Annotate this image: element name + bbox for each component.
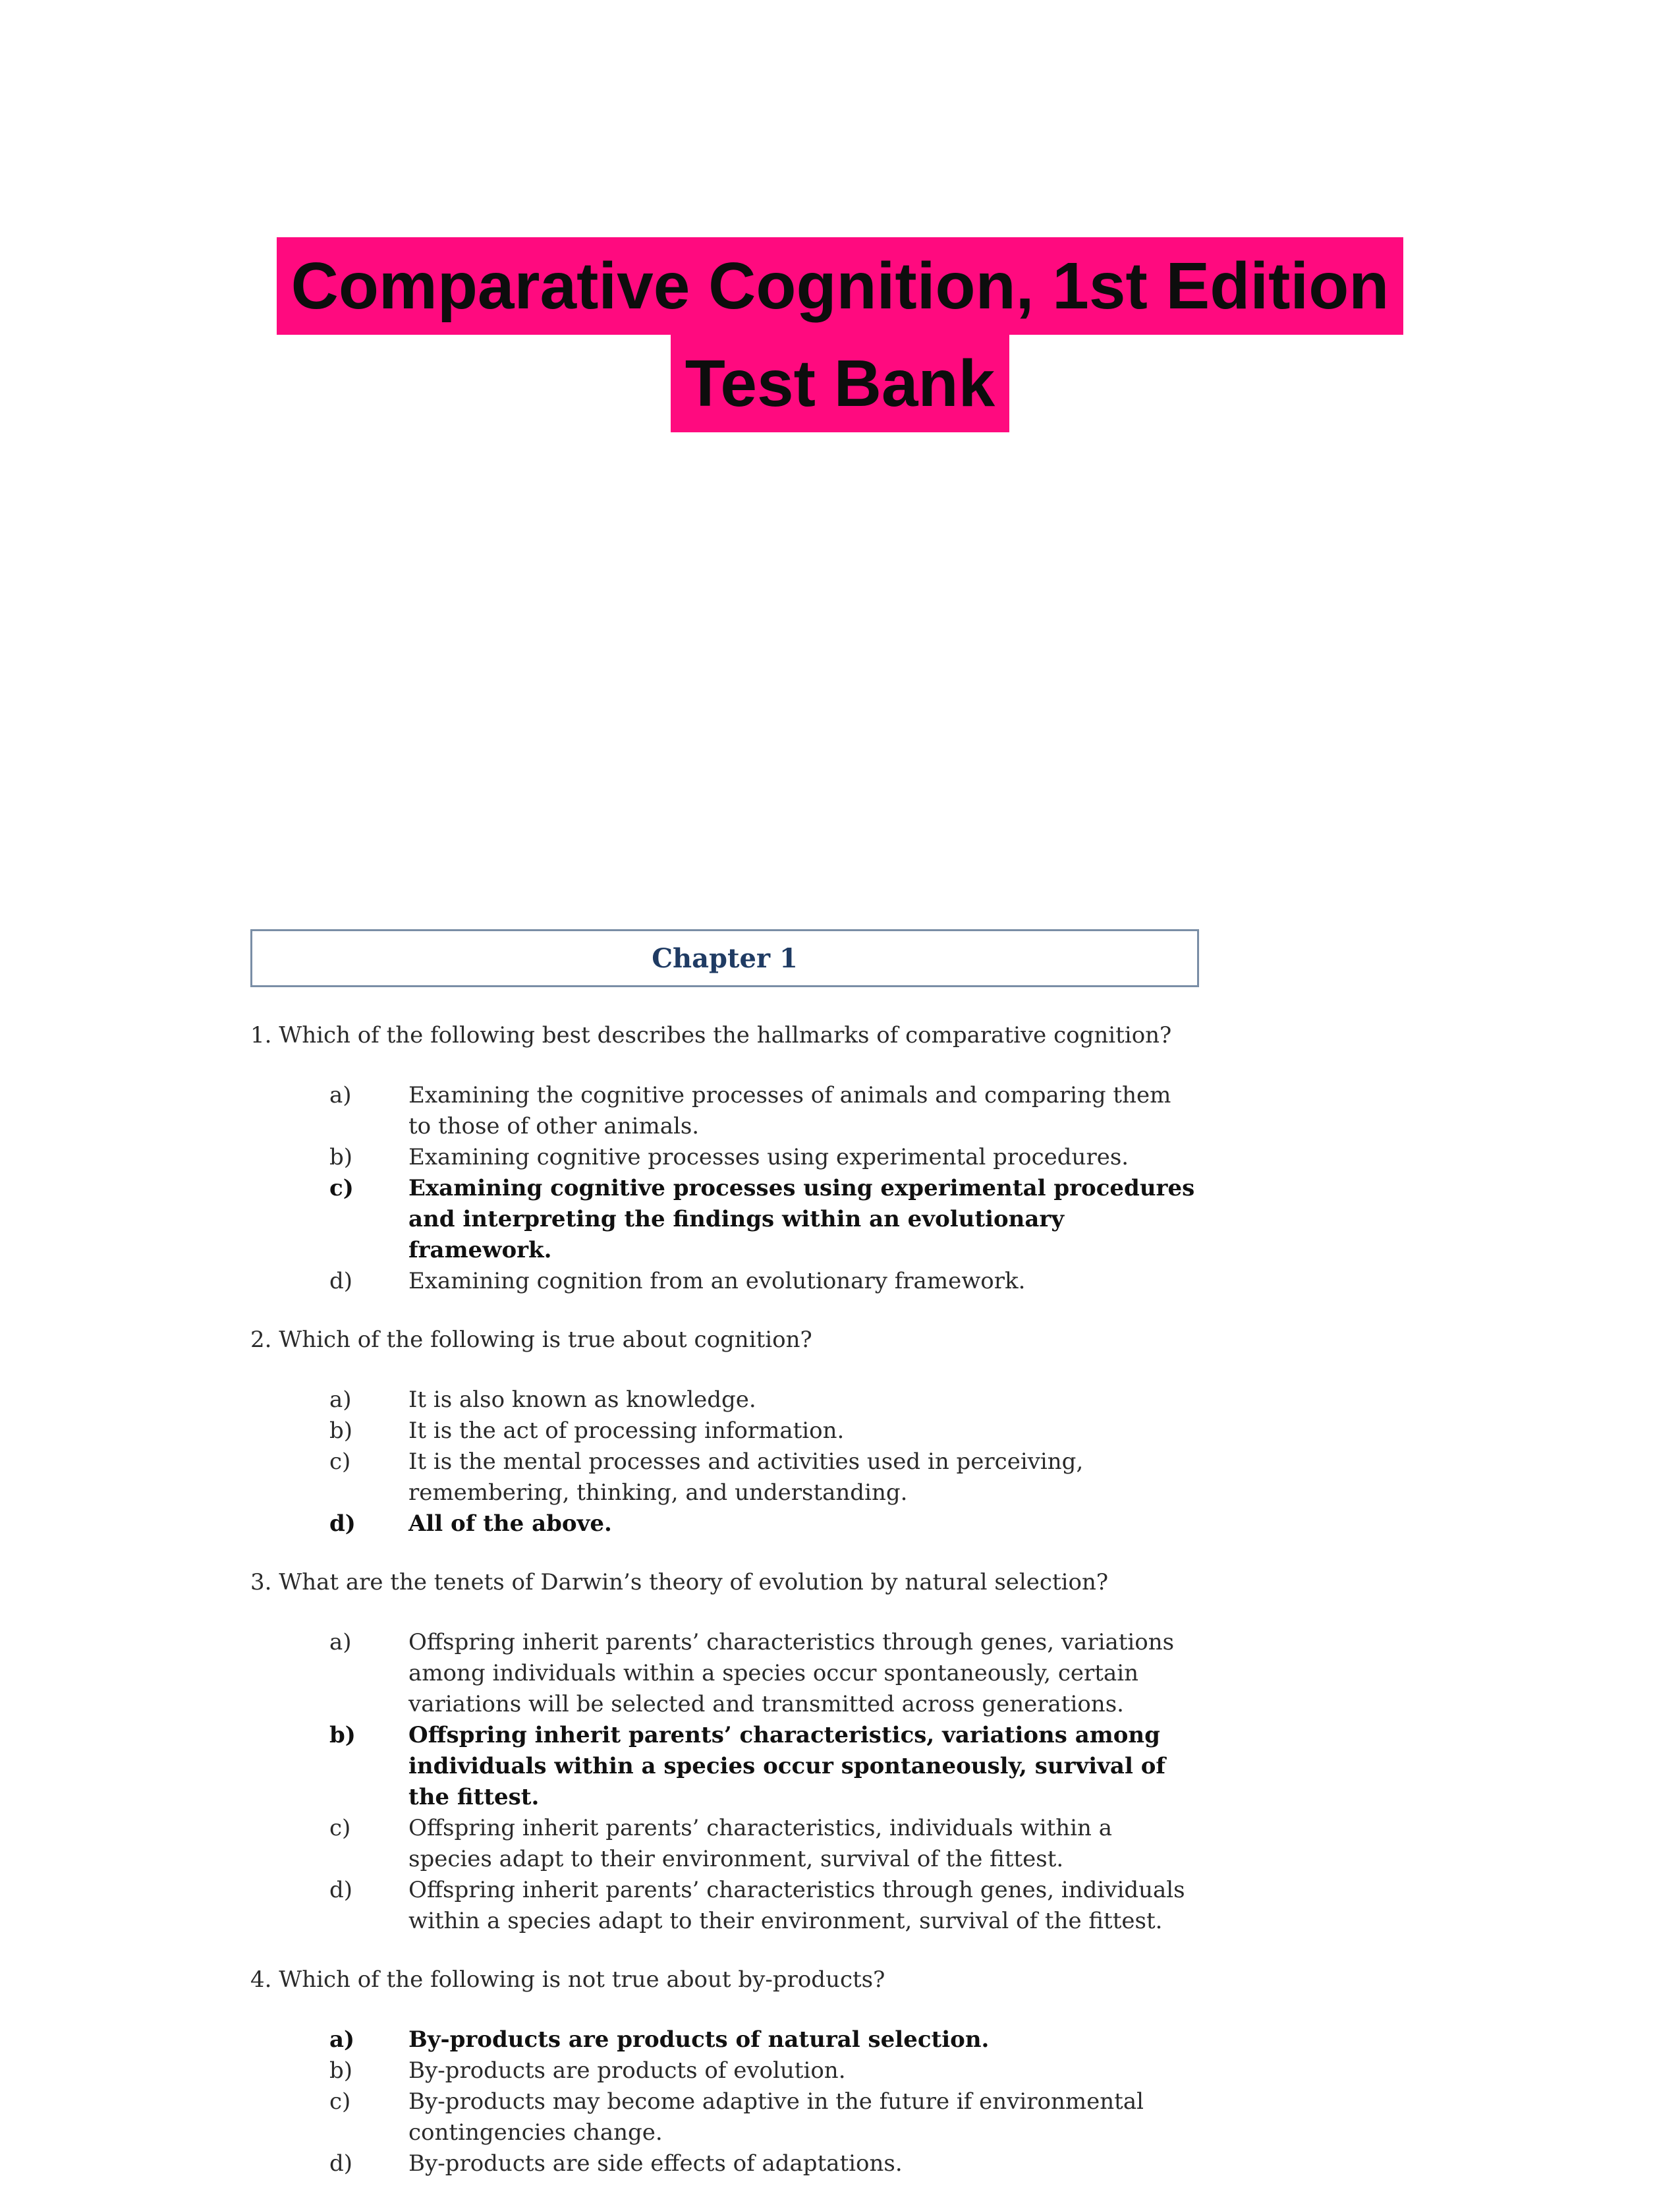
answer-text: Examining cognition from an evolutionary framework.	[408, 1268, 1026, 1294]
answer-letter: b)	[329, 2057, 353, 2084]
answer-text: It is also known as knowledge.	[408, 1387, 756, 1413]
answer-option-correct	[329, 1173, 1225, 1266]
answer-letter: b)	[329, 1418, 353, 1444]
answer-option-correct	[329, 2024, 1225, 2055]
answer-option	[329, 1875, 1225, 1937]
question-1	[250, 1020, 1225, 1297]
answer-text: Examining cognitive processes using experimental procedures and interpreting the findings within an evolutionary framework.	[408, 1175, 1195, 1263]
title-line-1: Comparative Cognition, 1st Edition	[277, 237, 1404, 335]
question-2	[250, 1325, 1225, 1539]
answer-text: Examining cognitive processes using experimental procedures.	[408, 1144, 1129, 1170]
question-text: 4. Which of the following is not true about by-products?	[250, 1966, 885, 1993]
answer-text: All of the above.	[408, 1510, 612, 1537]
answer-letter: d)	[329, 1510, 356, 1537]
answer-letter: c)	[329, 1175, 354, 1201]
question-text: 3. What are the tenets of Darwin’s theory of evolution by natural selection?	[250, 1569, 1109, 1595]
answer-letter: c)	[329, 1448, 351, 1475]
answer-text: Offspring inherit parents’ characteristics through genes, variations among individuals within a species occur spontaneously, certain variations will be selected and transmitted across generations.	[408, 1629, 1175, 1717]
answer-text: By-products are products of evolution.	[408, 2057, 846, 2084]
answer-text: It is the act of processing information.	[408, 1418, 845, 1444]
answer-letter: d)	[329, 2150, 353, 2177]
answer-option	[329, 1266, 1225, 1297]
title-line-2: Test Bank	[671, 335, 1010, 432]
answer-option-correct	[329, 1720, 1225, 1813]
answer-letter: a)	[329, 1629, 352, 1655]
answer-option	[329, 2086, 1225, 2148]
answer-letter: d)	[329, 1268, 353, 1294]
answer-letter: a)	[329, 1387, 352, 1413]
answer-option	[329, 1385, 1225, 1416]
document-title	[0, 237, 1680, 432]
question-3	[250, 1567, 1225, 1937]
answer-letter: a)	[329, 2026, 355, 2053]
question-4	[250, 1964, 1225, 2179]
answer-option-correct	[329, 1508, 1225, 1539]
answer-text: It is the mental processes and activities used in perceiving, remembering, thinking, and understanding.	[408, 1448, 1084, 1506]
answer-text: Offspring inherit parents’ characteristics through genes, individuals within a species adapt to their environment, survival of the fittest.	[408, 1877, 1185, 1934]
answer-letter: a)	[329, 1082, 352, 1108]
answer-option	[329, 1447, 1225, 1508]
answer-option	[329, 1142, 1225, 1173]
answer-option	[329, 1080, 1225, 1142]
answer-option	[329, 1813, 1225, 1875]
answer-option	[329, 1627, 1225, 1720]
answer-text: Offspring inherit parents’ characteristics, individuals within a species adapt to their environment, survival of the fittest.	[408, 1815, 1112, 1872]
question-list	[250, 1020, 1225, 2207]
answer-text: By-products are side effects of adaptations.	[408, 2150, 903, 2177]
answer-text: Offspring inherit parents’ characteristics, variations among individuals within a species occur spontaneously, survival of the fittest.	[408, 1722, 1166, 1810]
answer-option	[329, 1416, 1225, 1447]
question-text: 2. Which of the following is true about cognition?	[250, 1327, 812, 1353]
answer-letter: c)	[329, 2088, 351, 2115]
answer-text: By-products may become adaptive in the future if environmental contingencies change.	[408, 2088, 1144, 2146]
answer-letter: c)	[329, 1815, 351, 1841]
answer-text: By-products are products of natural selection.	[408, 2026, 990, 2053]
answer-text: Examining the cognitive processes of animals and comparing them to those of other animals.	[408, 1082, 1171, 1139]
chapter-heading: Chapter 1	[250, 929, 1199, 987]
answer-letter: b)	[329, 1722, 356, 1748]
answer-letter: b)	[329, 1144, 353, 1170]
answer-letter: d)	[329, 1877, 353, 1903]
answer-option	[329, 2055, 1225, 2086]
question-text: 1. Which of the following best describes the hallmarks of comparative cognition?	[250, 1022, 1172, 1048]
